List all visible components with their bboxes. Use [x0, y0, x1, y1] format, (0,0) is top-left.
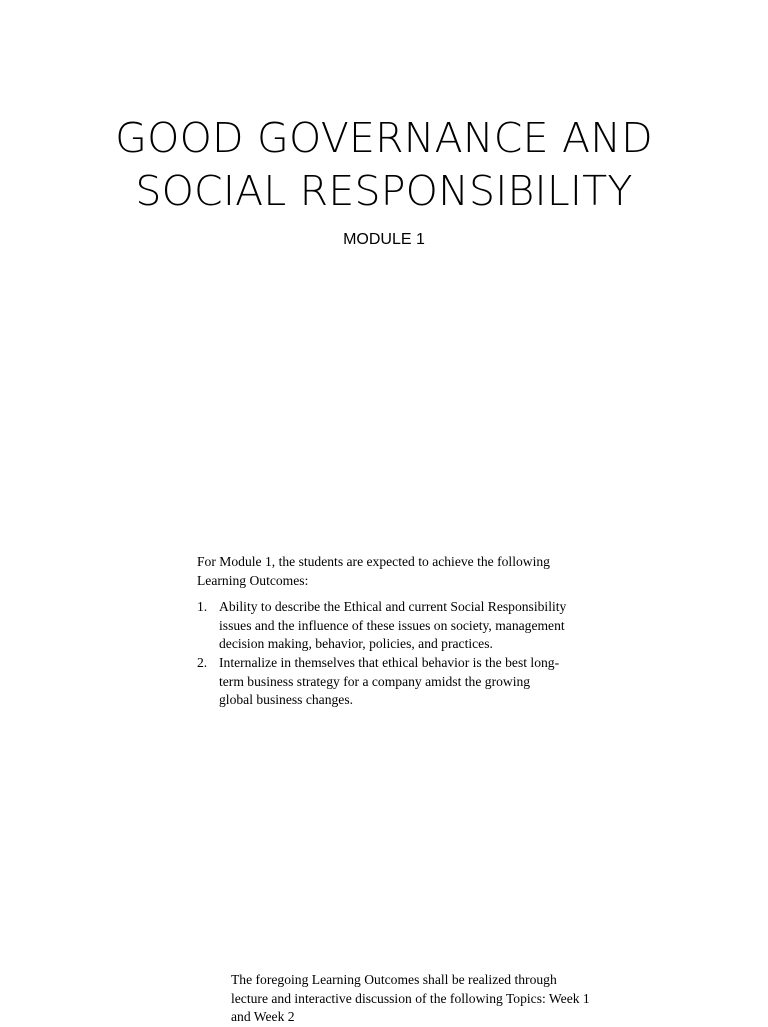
module-label: MODULE 1: [343, 231, 425, 248]
outcomes-list: [197, 598, 567, 710]
document-title: [0, 112, 768, 218]
learning-outcomes-section: [197, 553, 567, 710]
outcome-text: Ability to describe the Ethical and current Social Responsibility issues and the influence of these issues on society, management decision making, behavior, policies, and practices.: [219, 599, 567, 652]
outcome-number: 1.: [197, 599, 208, 615]
outcomes-intro: For Module 1, the students are expected to achieve the following Learning Outcomes:: [197, 554, 550, 588]
outcome-number: 2.: [197, 654, 208, 670]
outcome-text: Internalize in themselves that ethical behavior is the best long-term business strategy for a company amidst the growing global business changes.: [219, 654, 560, 708]
outcome-item-1: [197, 598, 567, 654]
title-line-2: SOCIAL RESPONSIBILITY: [135, 167, 633, 215]
topics-paragraph: The foregoing Learning Outcomes shall be realized through lecture and interactive discussion of the following Topics: Week 1 and Week 2: [231, 972, 590, 1025]
outcome-item-2: [197, 654, 567, 710]
title-line-1: GOOD GOVERNANCE AND: [115, 114, 653, 162]
